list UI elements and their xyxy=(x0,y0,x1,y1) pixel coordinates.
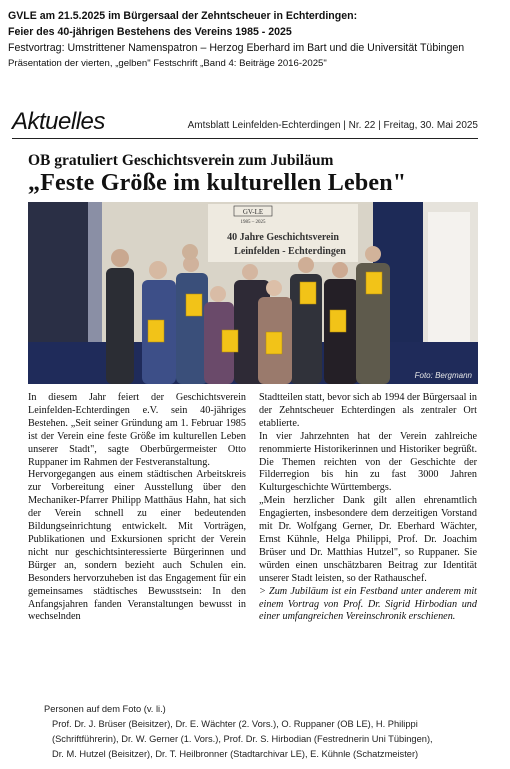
article-kicker: OB gratuliert Geschichtsverein zum Jubiläum xyxy=(28,152,334,169)
paragraph-note: > Zum Jubiläum ist ein Festband unter anderem mit einem Vortrag von Prof. Dr. Sigrid Hirbodian und einer umfangreichen Vereinschronik erschienen. xyxy=(259,585,477,623)
paragraph: Hervorgegangen aus einem städtischen Arbeitskreis zur Vorbereitung einer Ausstellung über den Mechaniker-Pfarrer Philipp Matthäus Hahn, hat sich der Verein schnell zu einer bedeutenden Bildungseinrichtung entwickelt. Mit Vorträgen, Publikationen und Exkursionen spricht der Verein nicht nur geschichtsinteressierte Bürgerinnen und Bürger an, sondern bezieht auch Schulen ein. Besonders hervorzuheben ist das Engagement für ein gemeinsames städtisches Bewusstsein: In den Anfangsjahren fanden Veranstaltungen bewusst in wechselnden xyxy=(28,469,246,623)
intro-line-4: Präsentation der vierten, „gelben" Festschrift „Band 4: Beiträge 2016-2025" xyxy=(8,58,327,69)
photo-people-caption xyxy=(42,702,502,762)
article-column-2 xyxy=(259,392,477,624)
intro-line-2: Feier des 40-jährigen Bestehens des Vereins 1985 - 2025 xyxy=(8,26,292,38)
group-photo-illustration xyxy=(28,202,478,384)
people-line-1: Prof. Dr. J. Brüser (Beisitzer), Dr. E. Wächter (2. Vors.), O. Ruppaner (OB LE), H. Philippi xyxy=(52,719,418,729)
intro-caption xyxy=(8,8,504,72)
issue-info: Amtsblatt Leinfelden-Echterdingen | Nr. 22 | Freitag, 30. Mai 2025 xyxy=(187,120,478,131)
article-column-1 xyxy=(28,392,246,624)
group-photo xyxy=(28,202,478,384)
intro-line-1: GVLE am 21.5.2025 im Bürgersaal der Zehntscheuer in Echterdingen: xyxy=(8,10,358,22)
intro-line-3: Festvortrag: Umstrittener Namenspatron – Herzog Eberhard im Bart und die Universität Tübingen xyxy=(8,42,465,54)
article-headline: „Feste Größe im kulturellen Leben" xyxy=(28,170,407,196)
section-title: Aktuelles xyxy=(12,108,105,135)
people-line-3: Dr. M. Hutzel (Beisitzer), Dr. T. Heilbronner (Stadtarchivar LE), E. Kühnle (Schatzmeister) xyxy=(52,749,419,759)
photo-credit: Foto: Bergmann xyxy=(414,371,472,380)
banner-logo: GV-LE xyxy=(242,208,264,216)
newspaper-masthead xyxy=(12,108,478,139)
paragraph: In vier Jahrzehnten hat der Verein zahlreiche renommierte Historikerinnen und Historiker begrüßt. Die Themen reichten von der Geschichte der Filderregion bis hin zu fast 3000 Jahren Kulturgeschichte Württembergs. xyxy=(259,430,477,494)
paragraph: In diesem Jahr feiert der Geschichtsverein Leinfelden-Echterdingen e.V. sein 40-jähriges Bestehen. „Seit seiner Gründung am 1. Februar 1985 ist der Verein eine feste Größe im kulturellen Leben unserer Stadt", sagte Oberbürgermeister Otto Ruppaner im Rahmen der Festveranstaltung. xyxy=(28,392,246,468)
banner-line-2: Leinfelden - Echterdingen xyxy=(234,246,346,257)
paragraph: Stadtteilen statt, bevor sich ab 1994 der Bürgersaal in der Zehntscheuer Echterdingen als zentraler Ort etablierte. xyxy=(259,392,477,429)
banner-line-1: 40 Jahre Geschichtsverein xyxy=(227,232,339,243)
paragraph: „Mein herzlicher Dank gilt allen ehrenamtlich Engagierten, insbesondere dem derzeitigen Vorstand mit Dr. Wolfgang Gerner, Dr. Eberhard Wächter, Ernst Kühnle, Helga Philippi, Prof. Dr. Joachim Brüser und Dr. Matthias Hutzel", so Ruppaner. Sie würden einen unschätzbaren Beitrag zur Identität unserer Stadt leisten, so der Rathauschef. xyxy=(259,495,477,584)
people-title: Personen auf dem Foto (v. li.) xyxy=(44,704,166,714)
banner-years: 1985 – 2025 xyxy=(240,220,266,225)
people-line-2: (Schriftführerin), Dr. W. Gerner (1. Vors.), Prof. Dr. S. Hirbodian (Festrednerin Uni Tübingen), xyxy=(52,734,433,744)
